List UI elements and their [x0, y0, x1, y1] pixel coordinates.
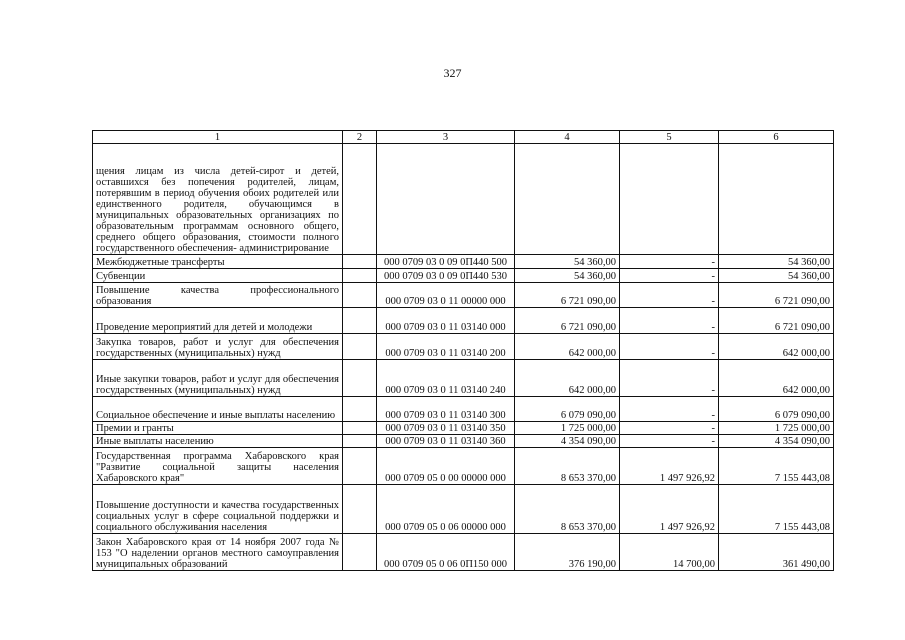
- row-name: Повышение качества профессионального образования: [93, 283, 343, 308]
- row-total: 7 155 443,08: [719, 448, 834, 485]
- row-change: -: [620, 255, 719, 269]
- row-amount: 642 000,00: [515, 360, 620, 397]
- row-total: 7 155 443,08: [719, 485, 834, 534]
- row-amount: [515, 144, 620, 255]
- row-name: Межбюджетные трансферты: [93, 255, 343, 269]
- row-total: [719, 144, 834, 255]
- row-name: Иные закупки товаров, работ и услуг для обеспечения государственных (муниципальных) нужд: [93, 360, 343, 397]
- row-name: Премии и гранты: [93, 422, 343, 435]
- header-col-4: 4: [515, 131, 620, 144]
- row-change: -: [620, 360, 719, 397]
- header-col-5: 5: [620, 131, 719, 144]
- table-row: [93, 435, 834, 448]
- header-col-6: 6: [719, 131, 834, 144]
- header-row: [93, 131, 834, 144]
- row-amount: 6 721 090,00: [515, 308, 620, 334]
- table-row: [93, 422, 834, 435]
- row-total: 1 725 000,00: [719, 422, 834, 435]
- row-change: -: [620, 334, 719, 360]
- row-col2: [343, 269, 377, 283]
- row-col2: [343, 397, 377, 422]
- row-name: Иные выплаты населению: [93, 435, 343, 448]
- row-amount: 1 725 000,00: [515, 422, 620, 435]
- row-name: Повышение доступности и качества государственных социальных услуг в сфере социальной поддержки и социального обслуживания населения: [93, 485, 343, 534]
- row-code: 000 0709 03 0 11 00000 000: [377, 283, 515, 308]
- row-amount: 6 079 090,00: [515, 397, 620, 422]
- row-change: -: [620, 308, 719, 334]
- row-name: Субвенции: [93, 269, 343, 283]
- row-col2: [343, 308, 377, 334]
- row-amount: 6 721 090,00: [515, 283, 620, 308]
- table-row: [93, 308, 834, 334]
- row-total: 6 079 090,00: [719, 397, 834, 422]
- header-col-3: 3: [377, 131, 515, 144]
- row-change: 1 497 926,92: [620, 485, 719, 534]
- row-name: Проведение мероприятий для детей и молодежи: [93, 308, 343, 334]
- header-col-1: 1: [93, 131, 343, 144]
- row-amount: 54 360,00: [515, 255, 620, 269]
- row-code: 000 0709 03 0 11 03140 000: [377, 308, 515, 334]
- row-col2: [343, 283, 377, 308]
- row-amount: 642 000,00: [515, 334, 620, 360]
- row-amount: 54 360,00: [515, 269, 620, 283]
- row-total: 6 721 090,00: [719, 283, 834, 308]
- row-code: 000 0709 03 0 11 03140 360: [377, 435, 515, 448]
- row-code: 000 0709 05 0 00 00000 000: [377, 448, 515, 485]
- table-row: [93, 360, 834, 397]
- row-total: 642 000,00: [719, 334, 834, 360]
- row-change: 14 700,00: [620, 534, 719, 571]
- row-amount: 376 190,00: [515, 534, 620, 571]
- row-col2: [343, 422, 377, 435]
- row-col2: [343, 435, 377, 448]
- budget-table: [92, 130, 834, 571]
- row-name: Государственная программа Хабаровского края "Развитие социальной защиты населения Хабаровского края": [93, 448, 343, 485]
- row-name: Закупка товаров, работ и услуг для обеспечения государственных (муниципальных) нужд: [93, 334, 343, 360]
- row-col2: [343, 485, 377, 534]
- table-row: [93, 283, 834, 308]
- row-name: щения лицам из числа детей-сирот и детей, оставшихся без попечения родителей, лицам, потерявшим в период обучения обоих родителей или единственного родителя, обучающимся в муниципальных образовательных организациях по образовательным программам основного общего, среднего общего образования, стоимости полного государственного обеспечения- администрирование: [93, 144, 343, 255]
- row-code: 000 0709 03 0 11 03140 200: [377, 334, 515, 360]
- row-amount: 8 653 370,00: [515, 485, 620, 534]
- row-change: 1 497 926,92: [620, 448, 719, 485]
- table-row: [93, 334, 834, 360]
- row-code: 000 0709 03 0 09 0П440 500: [377, 255, 515, 269]
- row-change: -: [620, 422, 719, 435]
- row-change: [620, 144, 719, 255]
- table-row: [93, 397, 834, 422]
- table-row: [93, 448, 834, 485]
- row-code: 000 0709 05 0 06 0П150 000: [377, 534, 515, 571]
- row-col2: [343, 360, 377, 397]
- row-col2: [343, 334, 377, 360]
- row-name: Социальное обеспечение и иные выплаты населению: [93, 397, 343, 422]
- row-change: -: [620, 397, 719, 422]
- row-total: 54 360,00: [719, 269, 834, 283]
- row-col2: [343, 448, 377, 485]
- row-code: 000 0709 03 0 11 03140 240: [377, 360, 515, 397]
- table-row: [93, 255, 834, 269]
- table-row: [93, 534, 834, 571]
- row-total: 6 721 090,00: [719, 308, 834, 334]
- row-amount: 4 354 090,00: [515, 435, 620, 448]
- row-total: 361 490,00: [719, 534, 834, 571]
- page-number: 327: [443, 66, 462, 80]
- row-change: -: [620, 269, 719, 283]
- table-row: [93, 269, 834, 283]
- row-col2: [343, 534, 377, 571]
- row-code: [377, 144, 515, 255]
- row-total: 4 354 090,00: [719, 435, 834, 448]
- table-row: [93, 144, 834, 255]
- row-total: 54 360,00: [719, 255, 834, 269]
- table-row: [93, 485, 834, 534]
- row-name: Закон Хабаровского края от 14 ноября 2007 года № 153 "О наделении органов местного самоуправления муниципальных образований: [93, 534, 343, 571]
- row-code: 000 0709 05 0 06 00000 000: [377, 485, 515, 534]
- row-amount: 8 653 370,00: [515, 448, 620, 485]
- row-col2: [343, 144, 377, 255]
- row-code: 000 0709 03 0 11 03140 300: [377, 397, 515, 422]
- row-change: -: [620, 435, 719, 448]
- row-code: 000 0709 03 0 09 0П440 530: [377, 269, 515, 283]
- row-code: 000 0709 03 0 11 03140 350: [377, 422, 515, 435]
- row-col2: [343, 255, 377, 269]
- header-col-2: 2: [343, 131, 377, 144]
- row-total: 642 000,00: [719, 360, 834, 397]
- row-change: -: [620, 283, 719, 308]
